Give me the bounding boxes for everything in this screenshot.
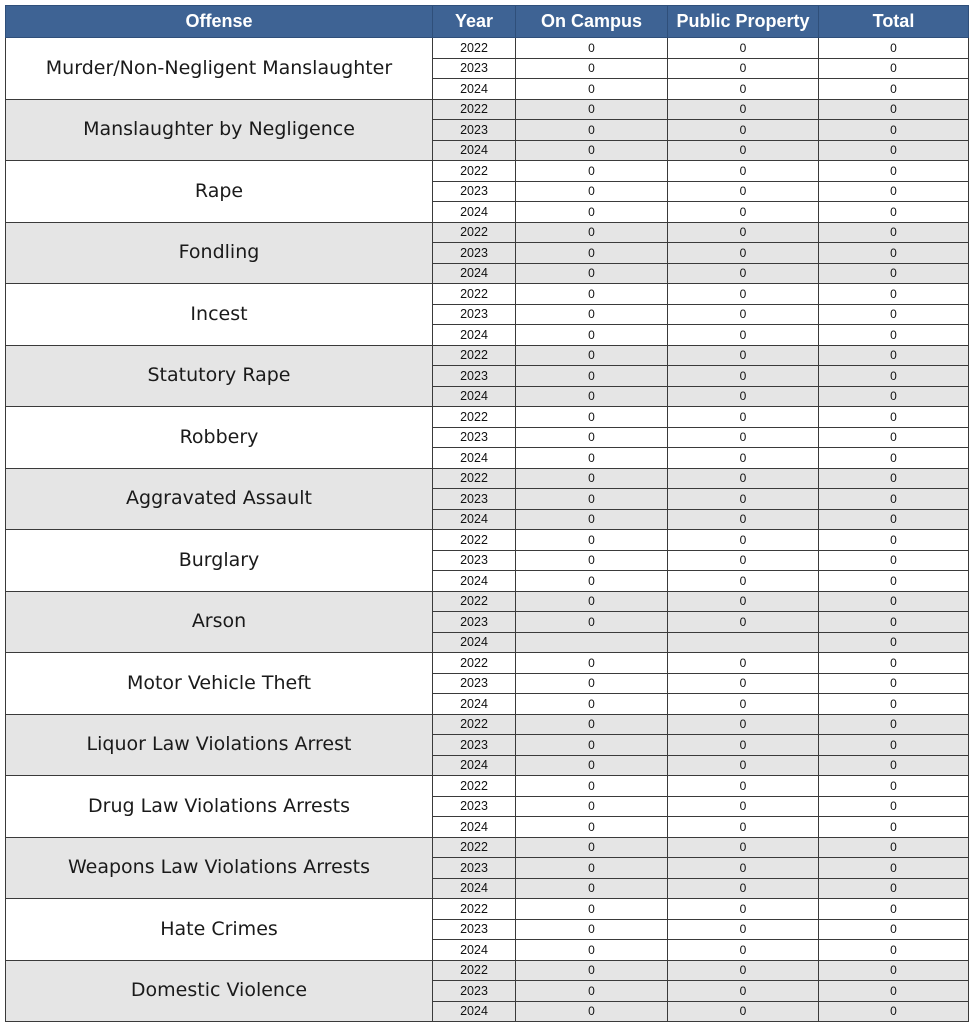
public-property-cell: 0: [668, 817, 819, 838]
year-cell: 2023: [433, 858, 516, 879]
year-cell: 2024: [433, 202, 516, 223]
year-cell: 2022: [433, 99, 516, 120]
on-campus-cell: 0: [516, 960, 668, 981]
total-cell: 0: [819, 386, 969, 407]
public-property-cell: 0: [668, 755, 819, 776]
table-row: [6, 407, 969, 428]
year-cell: 2023: [433, 243, 516, 264]
on-campus-cell: 0: [516, 58, 668, 79]
on-campus-cell: 0: [516, 263, 668, 284]
total-cell: 0: [819, 530, 969, 551]
on-campus-cell: 0: [516, 222, 668, 243]
total-cell: 0: [819, 981, 969, 1002]
total-cell: 0: [819, 714, 969, 735]
offense-name-cell: Domestic Violence: [6, 960, 433, 1022]
on-campus-cell: 0: [516, 735, 668, 756]
total-cell: 0: [819, 694, 969, 715]
on-campus-cell: 0: [516, 571, 668, 592]
total-cell: 0: [819, 735, 969, 756]
total-cell: 0: [819, 38, 969, 59]
on-campus-cell: [516, 632, 668, 653]
total-cell: 0: [819, 776, 969, 797]
year-cell: 2023: [433, 735, 516, 756]
offense-column-header: Offense: [6, 6, 433, 38]
on-campus-cell: 0: [516, 981, 668, 1002]
offense-name-cell: Incest: [6, 284, 433, 346]
total-cell: 0: [819, 243, 969, 264]
year-cell: 2024: [433, 878, 516, 899]
total-cell: 0: [819, 591, 969, 612]
offense-name-cell: Hate Crimes: [6, 899, 433, 961]
public-property-cell: 0: [668, 263, 819, 284]
year-cell: 2022: [433, 222, 516, 243]
total-cell: 0: [819, 284, 969, 305]
total-cell: 0: [819, 366, 969, 387]
public-property-cell: 0: [668, 796, 819, 817]
year-cell: 2023: [433, 120, 516, 141]
table-body: [6, 38, 969, 1022]
on-campus-cell: 0: [516, 694, 668, 715]
offense-name-cell: Rape: [6, 161, 433, 223]
public-property-cell: 0: [668, 407, 819, 428]
year-cell: 2023: [433, 181, 516, 202]
table-row: [6, 899, 969, 920]
offense-name-cell: Aggravated Assault: [6, 468, 433, 530]
on-campus-cell: 0: [516, 837, 668, 858]
public-property-cell: 0: [668, 940, 819, 961]
on-campus-cell: 0: [516, 407, 668, 428]
public-property-cell: 0: [668, 735, 819, 756]
on-campus-cell: 0: [516, 940, 668, 961]
year-cell: 2022: [433, 38, 516, 59]
total-cell: 0: [819, 571, 969, 592]
public-property-cell: 0: [668, 489, 819, 510]
year-cell: 2022: [433, 530, 516, 551]
year-cell: 2022: [433, 407, 516, 428]
year-cell: 2022: [433, 837, 516, 858]
year-cell: 2024: [433, 325, 516, 346]
year-cell: 2023: [433, 58, 516, 79]
year-cell: 2023: [433, 489, 516, 510]
year-cell: 2024: [433, 571, 516, 592]
public-property-cell: 0: [668, 960, 819, 981]
public-property-cell: 0: [668, 673, 819, 694]
total-cell: 0: [819, 79, 969, 100]
on-campus-cell: 0: [516, 776, 668, 797]
public-property-cell: 0: [668, 530, 819, 551]
header-row: [6, 6, 969, 38]
public-property-cell: 0: [668, 858, 819, 879]
public-property-cell: 0: [668, 1001, 819, 1022]
on-campus-cell: 0: [516, 304, 668, 325]
year-cell: 2022: [433, 653, 516, 674]
on-campus-cell: 0: [516, 79, 668, 100]
year-cell: 2022: [433, 899, 516, 920]
on-campus-cell: 0: [516, 202, 668, 223]
public-property-cell: 0: [668, 140, 819, 161]
total-cell: 0: [819, 673, 969, 694]
public-property-cell: 0: [668, 919, 819, 940]
year-cell: 2023: [433, 550, 516, 571]
table-row: [6, 468, 969, 489]
total-cell: 0: [819, 489, 969, 510]
offense-name-cell: Liquor Law Violations Arrest: [6, 714, 433, 776]
on-campus-cell: 0: [516, 612, 668, 633]
table-row: [6, 284, 969, 305]
table-row: [6, 714, 969, 735]
year-cell: 2024: [433, 632, 516, 653]
public-property-cell: 0: [668, 837, 819, 858]
on-campus-cell: 0: [516, 99, 668, 120]
table-row: [6, 837, 969, 858]
on-campus-cell: 0: [516, 878, 668, 899]
table-row: [6, 345, 969, 366]
offense-name-cell: Burglary: [6, 530, 433, 592]
crime-statistics-table: [5, 5, 969, 1022]
on-campus-cell: 0: [516, 345, 668, 366]
on-campus-cell: 0: [516, 120, 668, 141]
total-cell: 0: [819, 161, 969, 182]
total-cell: 0: [819, 99, 969, 120]
total-cell: 0: [819, 427, 969, 448]
on-campus-cell: 0: [516, 386, 668, 407]
offense-name-cell: Robbery: [6, 407, 433, 469]
year-cell: 2024: [433, 140, 516, 161]
on-campus-cell: 0: [516, 489, 668, 510]
on-campus-cell: 0: [516, 448, 668, 469]
year-cell: 2023: [433, 919, 516, 940]
on-campus-cell: 0: [516, 858, 668, 879]
year-cell: 2023: [433, 981, 516, 1002]
year-cell: 2024: [433, 817, 516, 838]
public-property-cell: 0: [668, 366, 819, 387]
public-property-cell: 0: [668, 243, 819, 264]
year-cell: 2022: [433, 161, 516, 182]
year-cell: 2024: [433, 694, 516, 715]
on-campus-cell: 0: [516, 899, 668, 920]
public-property-cell: 0: [668, 776, 819, 797]
total-cell: 0: [819, 940, 969, 961]
public-property-cell: 0: [668, 550, 819, 571]
on-campus-cell: 0: [516, 673, 668, 694]
on-campus-cell: 0: [516, 181, 668, 202]
on-campus-cell: 0: [516, 161, 668, 182]
on-campus-cell: 0: [516, 591, 668, 612]
on-campus-column-header: On Campus: [516, 6, 668, 38]
public-property-cell: 0: [668, 38, 819, 59]
offense-name-cell: Statutory Rape: [6, 345, 433, 407]
year-cell: 2023: [433, 796, 516, 817]
table-row: [6, 776, 969, 797]
public-property-cell: 0: [668, 591, 819, 612]
on-campus-cell: 0: [516, 140, 668, 161]
total-cell: 0: [819, 181, 969, 202]
total-cell: 0: [819, 960, 969, 981]
public-property-cell: 0: [668, 653, 819, 674]
total-cell: 0: [819, 448, 969, 469]
on-campus-cell: 0: [516, 919, 668, 940]
year-cell: 2023: [433, 366, 516, 387]
year-cell: 2022: [433, 468, 516, 489]
year-cell: 2024: [433, 386, 516, 407]
table-row: [6, 653, 969, 674]
public-property-cell: 0: [668, 571, 819, 592]
total-cell: 0: [819, 817, 969, 838]
public-property-cell: 0: [668, 878, 819, 899]
public-property-cell: 0: [668, 79, 819, 100]
year-cell: 2023: [433, 673, 516, 694]
total-cell: 0: [819, 612, 969, 633]
on-campus-cell: 0: [516, 509, 668, 530]
table-row: [6, 530, 969, 551]
total-cell: 0: [819, 919, 969, 940]
offense-name-cell: Drug Law Violations Arrests: [6, 776, 433, 838]
total-cell: 0: [819, 632, 969, 653]
public-property-cell: 0: [668, 325, 819, 346]
on-campus-cell: 0: [516, 714, 668, 735]
public-property-cell: 0: [668, 612, 819, 633]
on-campus-cell: 0: [516, 243, 668, 264]
public-property-cell: 0: [668, 899, 819, 920]
table-row: [6, 222, 969, 243]
table-row: [6, 960, 969, 981]
year-cell: 2022: [433, 714, 516, 735]
total-cell: 0: [819, 858, 969, 879]
on-campus-cell: 0: [516, 427, 668, 448]
table-row: [6, 38, 969, 59]
total-cell: 0: [819, 1001, 969, 1022]
offense-name-cell: Fondling: [6, 222, 433, 284]
public-property-cell: 0: [668, 222, 819, 243]
total-cell: 0: [819, 58, 969, 79]
public-property-cell: 0: [668, 509, 819, 530]
year-cell: 2022: [433, 776, 516, 797]
total-cell: 0: [819, 140, 969, 161]
on-campus-cell: 0: [516, 530, 668, 551]
public-property-cell: 0: [668, 304, 819, 325]
total-cell: 0: [819, 878, 969, 899]
total-cell: 0: [819, 407, 969, 428]
on-campus-cell: 0: [516, 468, 668, 489]
public-property-cell: 0: [668, 427, 819, 448]
offense-name-cell: Weapons Law Violations Arrests: [6, 837, 433, 899]
year-cell: 2022: [433, 960, 516, 981]
public-property-cell: 0: [668, 284, 819, 305]
public-property-cell: 0: [668, 99, 819, 120]
total-cell: 0: [819, 899, 969, 920]
total-cell: 0: [819, 796, 969, 817]
year-cell: 2022: [433, 345, 516, 366]
on-campus-cell: 0: [516, 366, 668, 387]
on-campus-cell: 0: [516, 38, 668, 59]
public-property-cell: [668, 632, 819, 653]
total-cell: 0: [819, 837, 969, 858]
public-property-cell: 0: [668, 202, 819, 223]
year-cell: 2023: [433, 304, 516, 325]
total-cell: 0: [819, 345, 969, 366]
on-campus-cell: 0: [516, 550, 668, 571]
year-cell: 2024: [433, 263, 516, 284]
public-property-cell: 0: [668, 694, 819, 715]
total-column-header: Total: [819, 6, 969, 38]
total-cell: 0: [819, 304, 969, 325]
public-property-cell: 0: [668, 120, 819, 141]
public-property-cell: 0: [668, 981, 819, 1002]
public-property-cell: 0: [668, 448, 819, 469]
on-campus-cell: 0: [516, 755, 668, 776]
public-property-cell: 0: [668, 468, 819, 489]
total-cell: 0: [819, 755, 969, 776]
year-cell: 2024: [433, 79, 516, 100]
table-row: [6, 161, 969, 182]
year-cell: 2023: [433, 612, 516, 633]
on-campus-cell: 0: [516, 325, 668, 346]
public-property-cell: 0: [668, 714, 819, 735]
public-property-cell: 0: [668, 58, 819, 79]
total-cell: 0: [819, 120, 969, 141]
offense-name-cell: Motor Vehicle Theft: [6, 653, 433, 715]
year-cell: 2024: [433, 940, 516, 961]
year-cell: 2022: [433, 284, 516, 305]
table-row: [6, 99, 969, 120]
year-column-header: Year: [433, 6, 516, 38]
total-cell: 0: [819, 263, 969, 284]
public-property-column-header: Public Property: [668, 6, 819, 38]
year-cell: 2024: [433, 448, 516, 469]
total-cell: 0: [819, 468, 969, 489]
total-cell: 0: [819, 325, 969, 346]
on-campus-cell: 0: [516, 284, 668, 305]
on-campus-cell: 0: [516, 1001, 668, 1022]
public-property-cell: 0: [668, 161, 819, 182]
total-cell: 0: [819, 653, 969, 674]
year-cell: 2024: [433, 755, 516, 776]
total-cell: 0: [819, 509, 969, 530]
public-property-cell: 0: [668, 345, 819, 366]
public-property-cell: 0: [668, 386, 819, 407]
total-cell: 0: [819, 550, 969, 571]
total-cell: 0: [819, 222, 969, 243]
offense-name-cell: Manslaughter by Negligence: [6, 99, 433, 161]
year-cell: 2023: [433, 427, 516, 448]
offense-name-cell: Arson: [6, 591, 433, 653]
on-campus-cell: 0: [516, 796, 668, 817]
year-cell: 2024: [433, 509, 516, 530]
year-cell: 2024: [433, 1001, 516, 1022]
offense-name-cell: Murder/Non-Negligent Manslaughter: [6, 38, 433, 100]
public-property-cell: 0: [668, 181, 819, 202]
on-campus-cell: 0: [516, 817, 668, 838]
table-row: [6, 591, 969, 612]
year-cell: 2022: [433, 591, 516, 612]
total-cell: 0: [819, 202, 969, 223]
on-campus-cell: 0: [516, 653, 668, 674]
